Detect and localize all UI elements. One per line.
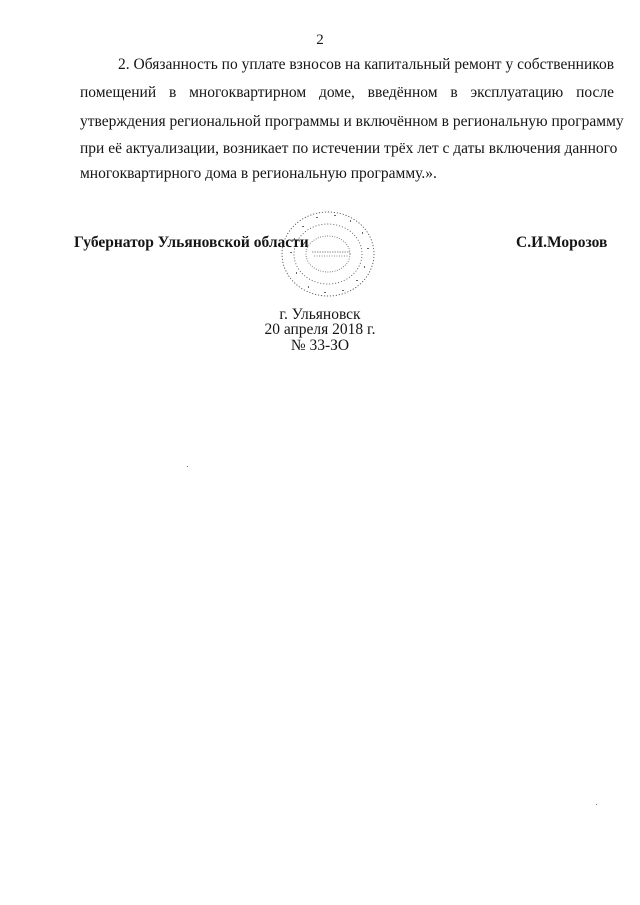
signer-name: С.И.Морозов bbox=[516, 234, 608, 251]
body-line-3: утверждения региональной программы и включённом в региональную программу bbox=[80, 113, 624, 130]
scan-speck bbox=[596, 804, 597, 805]
document-number: № 33-ЗО bbox=[290, 337, 350, 354]
signer-title: Губернатор Ульяновской области bbox=[74, 234, 309, 251]
body-line-1: 2. Обязанность по уплате взносов на капитальный ремонт у собственников bbox=[118, 56, 615, 73]
place-date: 20 апреля 2018 г. bbox=[264, 321, 376, 338]
body-line-4: при её актуализации, возникает по истечении трёх лет с даты включения данного bbox=[80, 140, 618, 157]
scan-speck bbox=[187, 466, 188, 467]
place-city: г. Ульяновск bbox=[279, 306, 361, 323]
body-line-2: помещений в многоквартирном доме, введённом в эксплуатацию после bbox=[80, 84, 614, 101]
official-seal-icon bbox=[272, 200, 390, 304]
page-number: 2 bbox=[316, 32, 324, 48]
body-line-5: многоквартирного дома в региональную программу.». bbox=[80, 165, 437, 182]
